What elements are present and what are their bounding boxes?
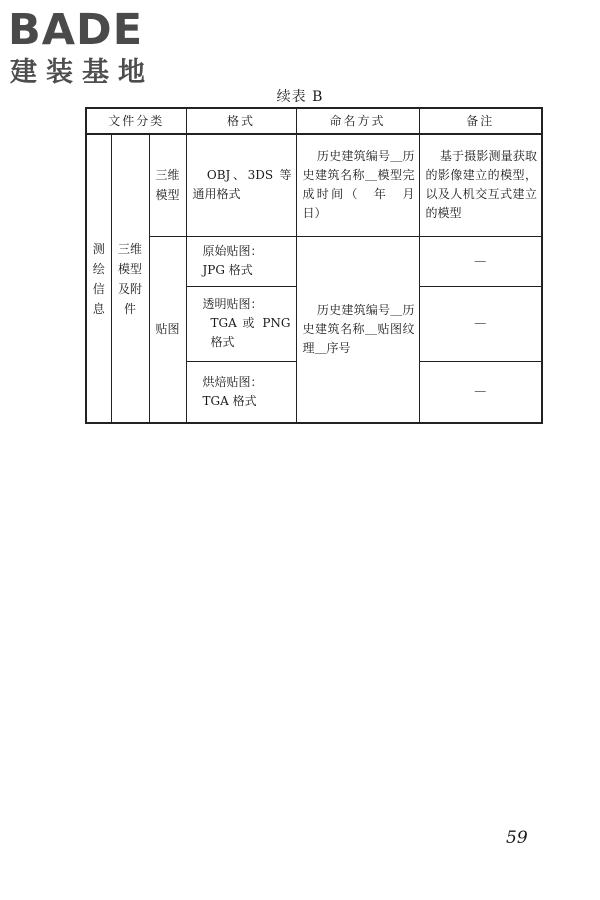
spec-table [85,107,543,424]
format-model-cell: OBJ、3DS 等通用格式 [186,134,296,236]
header-remarks: 备注 [419,108,542,134]
table-row-model [86,134,542,236]
header-category: 文件分类 [86,108,186,134]
table-row-texture-original [86,236,542,286]
category-level1-cell: 测 绘 信 息 [86,134,111,423]
remarks-texture-baked-cell: — [419,361,542,423]
header-naming: 命名方式 [296,108,419,134]
logo-wordmark [8,6,143,54]
header-format: 格式 [186,108,296,134]
logo-word-text: BADE [8,5,144,55]
remarks-texture-transparent-cell: — [419,286,542,361]
type-model-cell: 三维 模型 [149,134,186,236]
naming-texture-cell: 历史建筑编号＿历史建筑名称＿贴图纹理＿序号 [296,236,419,423]
logo [8,6,178,90]
remarks-model-cell: 基于摄影测量获取的影像建立的模型，以及人机交互式建立的模型 [419,134,542,236]
table-caption: 续表 B [276,89,324,105]
format-texture-baked-cell: 烘焙贴图： TGA 格式 [186,361,296,423]
logo-chinese-text: 建装基地 [10,57,154,88]
naming-model-cell: 历史建筑编号＿历史建筑名称＿模型完成时间（ 年 月日） [296,134,419,236]
remarks-texture-original-cell: — [419,236,542,286]
page-number: 59 [506,828,528,848]
type-texture-cell: 贴图 [149,236,186,423]
format-texture-transparent-cell: 透明贴图： TGA 或 PNG 格式 [186,286,296,361]
table-header-row [86,108,542,134]
category-level2-cell: 三维 模型 及附 件 [111,134,149,423]
format-texture-original-cell: 原始贴图： JPG 格式 [186,236,296,286]
